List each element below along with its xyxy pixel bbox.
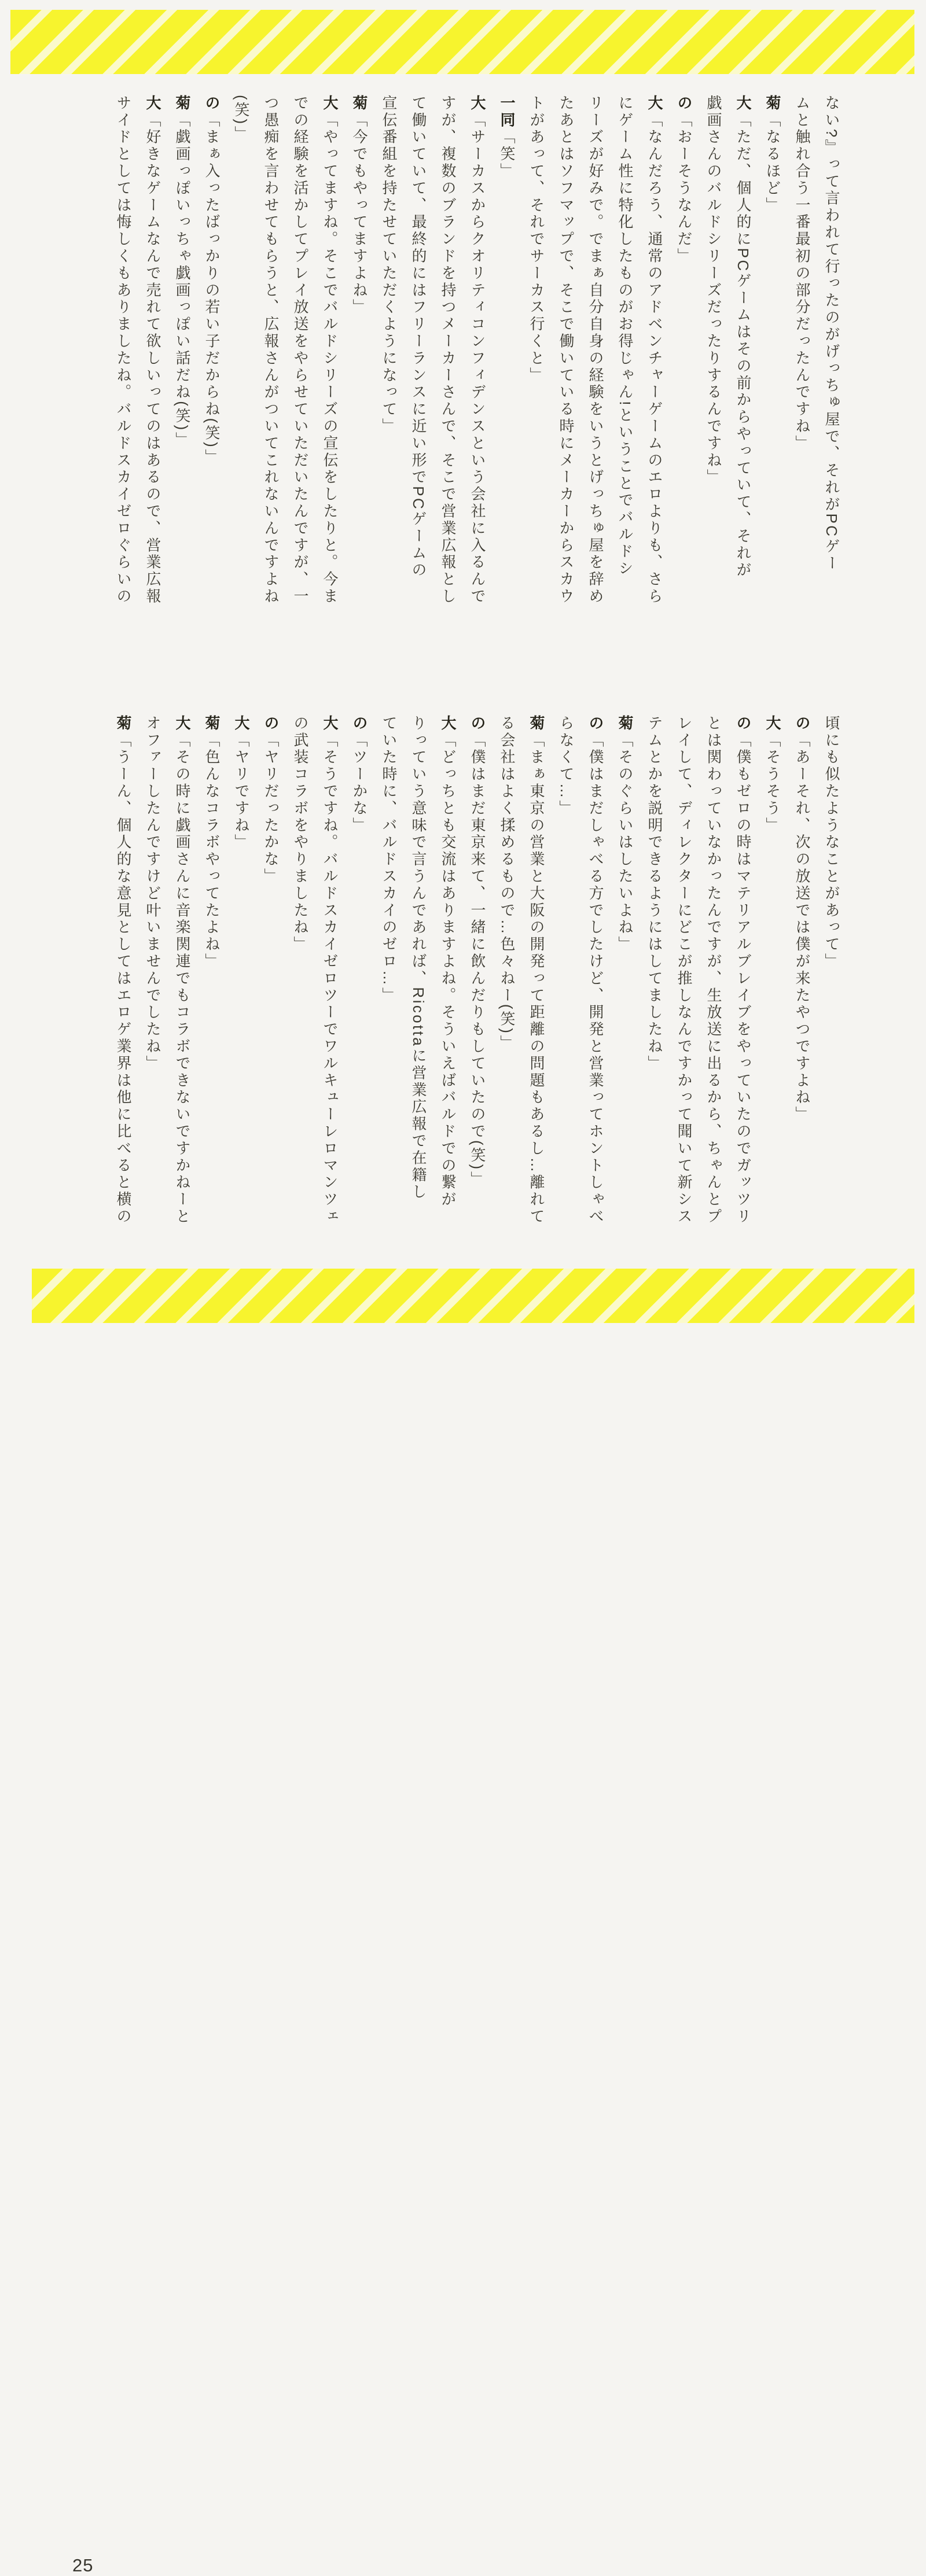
interview-text-bottom-block (108, 715, 846, 1225)
text-column: の「ヤリだったかな」 (262, 715, 280, 886)
text-column: 大「好きなゲームなんで売れて欲しいってのはあるので、営業広報 (144, 95, 161, 606)
speaker-name: 大 (174, 715, 191, 732)
text-column: たあとはソフマップで、そこで働いている時にメーカーからスカウ (557, 95, 575, 605)
text-column: 菊「戯画っぽいっちゃ戯画っぽい話だね(笑)」 (174, 95, 191, 449)
text-column: る会社はよく揉めるもので…色々ねー(笑)」 (498, 715, 516, 1052)
text-column: の「あーそれ、次の放送では僕が来たやつですよね」 (793, 715, 811, 1123)
speaker-name: の (734, 715, 752, 732)
speaker-name: 大 (233, 715, 250, 732)
text-column: つ愚痴を言わせてもらうと、広報さんがついてこれないんですよね (262, 95, 280, 605)
speaker-name: 菊 (764, 95, 781, 112)
text-column: 大「やってますね。そこでバルドシリーズの宣伝をしたりと。今ま (321, 95, 339, 606)
speaker-name: 大 (144, 95, 161, 112)
text-column: 大「サーカスからクオリティコンフィデンスという会社に入るんで (469, 95, 486, 606)
text-column: 菊「そのぐらいはしたいよね」 (616, 715, 634, 953)
speaker-name: 大 (469, 95, 486, 112)
bottom-stripe-banner (32, 1269, 914, 2575)
text-column: レイして、ディレクターにどこが推しなんですかって聞いて新シス (675, 715, 693, 1225)
speaker-name: の (587, 715, 604, 732)
text-column: りっていう意味で言うんであれば、Ricottaに営業広報で在籍し (410, 715, 427, 1201)
text-column: 大「なんだろう、通常のアドベンチャーゲームのエロよりも、さら (646, 95, 663, 606)
text-column: の「まぁ入ったばっかりの若い子だからね(笑)」 (203, 95, 221, 466)
text-column: の「僕はまだ東京来て、一緒に飲んだりもしていたので(笑)」 (469, 715, 486, 1188)
speaker-name: 菊 (528, 715, 545, 732)
text-column: テムとかを説明できるようにはしてましたね」 (646, 715, 663, 1073)
text-column: らなくて…」 (557, 715, 575, 817)
speaker-name: 菊 (174, 95, 191, 112)
text-column: 大「そうそう」 (764, 715, 781, 834)
text-column: とは関わっていなかったんですが、生放送に出るから、ちゃんとプ (705, 715, 722, 1225)
speaker-name: の (203, 95, 221, 112)
speaker-name: 菊 (203, 715, 221, 732)
speaker-name: 大 (321, 715, 339, 732)
text-column: ない?』って言われて行ったのがげっちゅ屋で、それがPCゲー (823, 95, 840, 573)
text-column: 菊「色んなコラボやってたよね」 (203, 715, 221, 971)
speaker-name: 大 (439, 715, 457, 732)
speaker-name: の (675, 95, 693, 112)
speaker-name: 大 (321, 95, 339, 112)
speaker-name: 菊 (351, 95, 368, 112)
page-number: 25 (72, 2555, 94, 2575)
top-stripe-banner (10, 10, 914, 74)
speaker-name: 菊 (616, 715, 634, 732)
text-column: 菊「まぁ東京の営業と大阪の開発って距離の問題もあるし…離れて (528, 715, 545, 1226)
text-column: の武装コラボをやりましたね」 (292, 715, 309, 953)
text-column: すが、複数のブランドを持つメーカーさんで、そこで営業広報とし (439, 95, 457, 605)
speaker-name: の (793, 715, 811, 732)
text-column: 菊「今でもやってますよね」 (351, 95, 368, 316)
speaker-name: 大 (764, 715, 781, 732)
text-column: の「僕はまだしゃべる方でしたけど、開発と営業ってホントしゃべ (587, 715, 604, 1226)
text-column: 宣伝番組を持たせていただくようになって」 (380, 95, 398, 435)
speaker-name: 大 (734, 95, 752, 112)
text-column: の「ツーかな」 (351, 715, 368, 834)
speaker-name: の (351, 715, 368, 732)
interview-text-top-block (108, 95, 846, 605)
text-column: て働いていて、最終的にはフリーランスに近い形でPCゲームの (410, 95, 427, 579)
text-column: 菊「なるほど」 (764, 95, 781, 214)
text-column: ムと触れ合う一番最初の部分だったんですね」 (793, 95, 811, 452)
text-column: 菊「うーん、個人的な意見としてはエロゲ業界は他に比べると横の (115, 715, 132, 1226)
text-column: 一同「笑」 (498, 95, 516, 180)
text-column: 頃にも似たようなことがあって」 (823, 715, 840, 970)
text-column: サイドとしては悔しくもありましたね。バルドスカイゼロぐらいの (115, 95, 132, 605)
speaker-name: 大 (646, 95, 663, 112)
text-column: 戯画さんのバルドシリーズだったりするんですね」 (705, 95, 722, 487)
text-column: 大「そうですね。バルドスカイゼロツーでワルキューレロマンツェ (321, 715, 339, 1226)
text-column: 大「ヤリですね」 (233, 715, 250, 852)
text-column: の「僕もゼロの時はマテリアルブレイブをやっていたのでガッツリ (734, 715, 752, 1226)
text-column: での経験を活かしてプレイ放送をやらせていただいたんですが、一 (292, 95, 309, 605)
speaker-name: 菊 (115, 715, 132, 732)
speaker-name: 一同 (498, 95, 516, 129)
text-column: ていた時に、バルドスカイのゼロ…」 (380, 715, 398, 1004)
text-column: トがあって、それでサーカス行くと」 (528, 95, 545, 384)
text-column: 大「その時に戯画さんに音楽関連でもコラボできないですかねーと (174, 715, 191, 1226)
text-column: 大「どっちとも交流はありますよね。そういえばバルドでの繋が (439, 715, 457, 1208)
text-column: にゲーム性に特化したものがお得じゃん!ということでバルドシ (616, 95, 634, 577)
speaker-name: の (469, 715, 486, 732)
text-column: オファーしたんですけど叶いませんでしたね」 (144, 715, 161, 1073)
text-column: (笑)」 (233, 95, 250, 143)
speaker-name: の (262, 715, 280, 732)
text-column: の「おーそうなんだ」 (675, 95, 693, 266)
text-column: リーズが好みで。でまぁ自分自身の経験をいうとげっちゅ屋を辞め (587, 95, 604, 605)
text-column: 大「ただ、個人的にPCゲームはその前からやっていて、それが (734, 95, 752, 579)
